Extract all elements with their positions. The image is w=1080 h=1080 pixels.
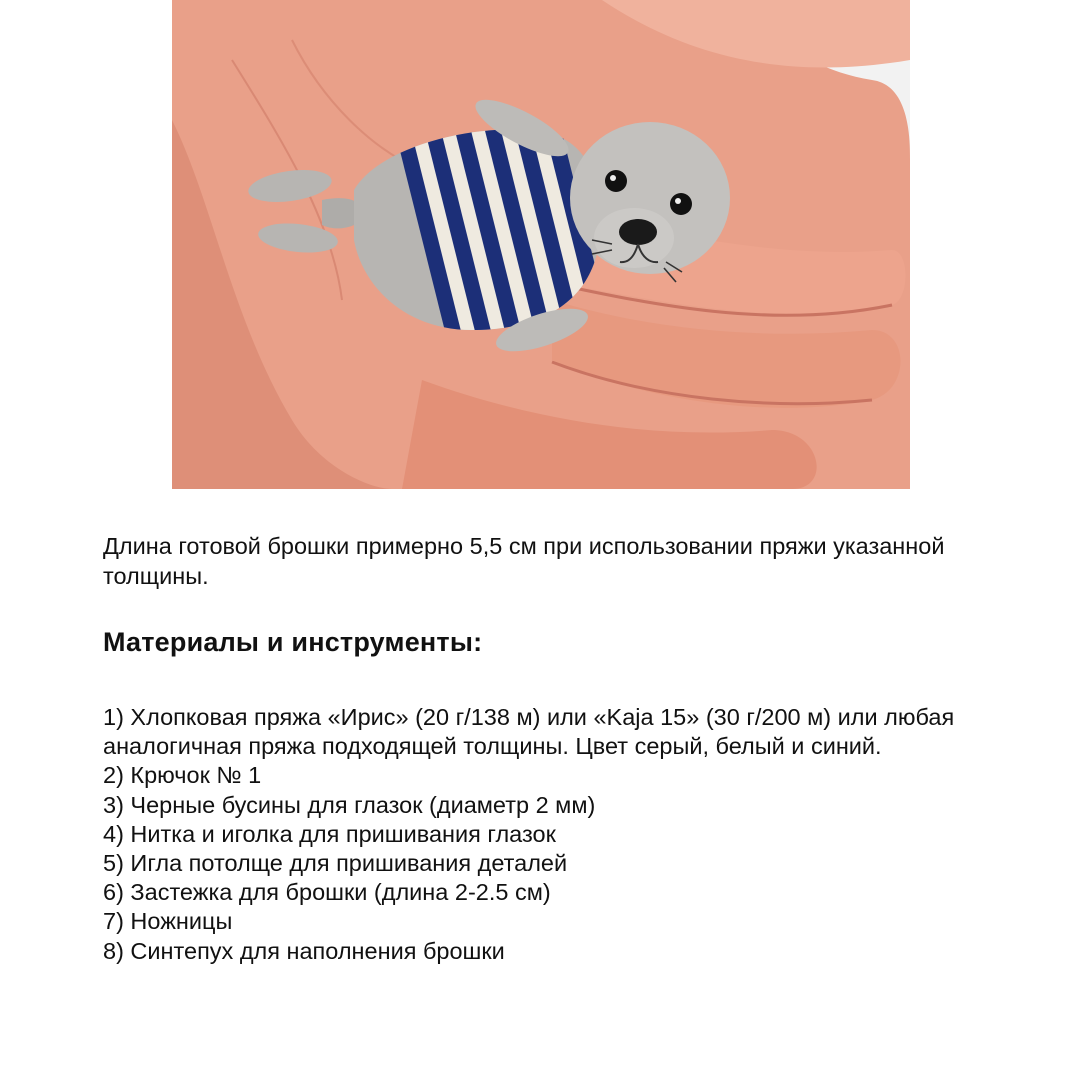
list-item: 4) Нитка и иголка для пришивания глазок bbox=[103, 820, 556, 847]
product-photo bbox=[172, 0, 910, 489]
list-item: 6) Застежка для брошки (длина 2-2.5 см) bbox=[103, 879, 551, 906]
list-item: 3) Черные бусины для глазок (диаметр 2 мм) bbox=[103, 791, 596, 818]
materials-heading: Материалы и инструменты: bbox=[103, 627, 483, 657]
intro-text: Длина готовой брошки примерно 5,5 см при использовании пряжи указанной толщины. bbox=[103, 533, 945, 589]
seal-nose bbox=[619, 219, 657, 245]
list-item: 7) Ножницы bbox=[103, 908, 233, 935]
list-item: 2) Крючок № 1 bbox=[103, 762, 262, 789]
seal-eye bbox=[605, 170, 627, 192]
list-item: 5) Игла потолще для пришивания деталей bbox=[103, 850, 568, 877]
materials-list bbox=[103, 703, 983, 966]
list-item: 1) Хлопковая пряжа «Ирис» (20 г/138 м) или «Kaja 15» (30 г/200 м) или любая аналогичная пряжа подходящей толщины. Цвет серый, белый и синий. bbox=[103, 704, 955, 760]
list-item: 8) Синтепух для наполнения брошки bbox=[103, 937, 505, 964]
